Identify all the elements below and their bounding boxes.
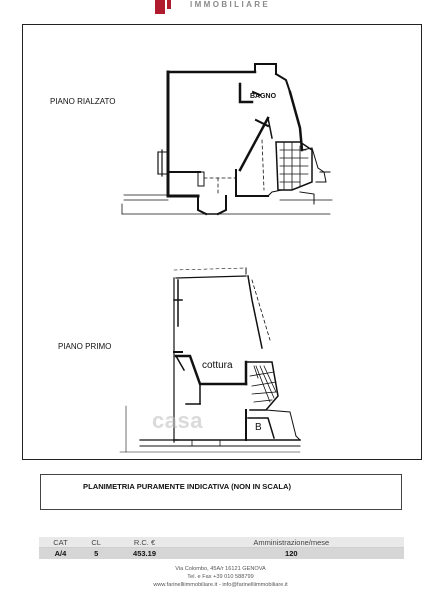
- header-amministrazione: Amministrazione/mese: [179, 537, 404, 548]
- watermark-logo: casa: [152, 408, 203, 433]
- brand-name: IMMOBILIARE: [190, 0, 271, 9]
- header-cl: CL: [82, 537, 111, 548]
- kitchen-label: cottura: [202, 360, 233, 371]
- footer-web[interactable]: www.farinelliimmobiliare.it - info@farinelliimmobiliare.it: [153, 582, 288, 588]
- first-floor-label: PIANO PRIMO: [58, 342, 112, 351]
- footer-phone: Tel. e Fax +39 010 588799: [187, 574, 254, 580]
- ground-floor-label: PIANO RIALZATO: [50, 97, 116, 106]
- property-info-table: [39, 537, 404, 559]
- value-cl: 5: [82, 548, 111, 560]
- disclaimer-text: PLANIMETRIA PURAMENTE INDICATIVA (NON IN SCALA): [83, 482, 291, 491]
- room-b-label: B: [255, 422, 262, 433]
- disclaimer-box: [40, 474, 402, 510]
- value-amministrazione: 120: [179, 548, 404, 560]
- value-rc: 453.19: [110, 548, 178, 560]
- value-cat: A/4: [39, 548, 82, 560]
- footer-address: Via Colombo, 45A/r 16121 GENOVA: [175, 566, 266, 572]
- bathroom-label: BAGNO: [250, 93, 277, 100]
- header-cat: CAT: [39, 537, 82, 548]
- table-header-row: [39, 537, 404, 548]
- header-rc: R.C. €: [110, 537, 178, 548]
- table-row: [39, 548, 404, 560]
